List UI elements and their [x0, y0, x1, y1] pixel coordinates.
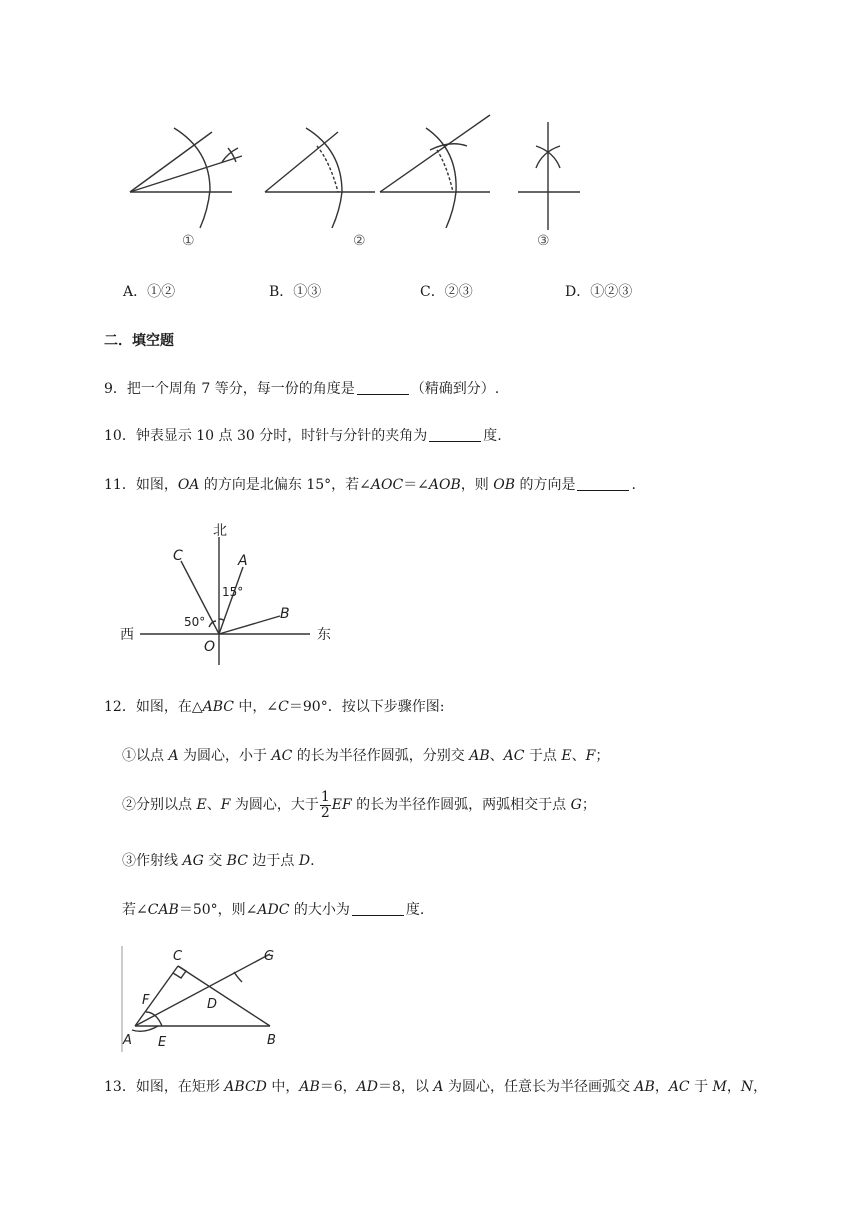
text: 若∠ — [122, 902, 148, 918]
option-c[interactable] — [420, 282, 473, 302]
label-west: 西 — [120, 627, 134, 643]
fig-label-2: ② — [353, 233, 366, 249]
fraction-numerator: 1 — [320, 788, 330, 805]
option-text: ①②③ — [590, 284, 633, 300]
text: 为圆心，小于 — [178, 748, 272, 764]
var: AC — [668, 1079, 690, 1095]
text: 交 — [203, 853, 227, 869]
text: ， — [753, 1079, 768, 1095]
var: C — [278, 699, 289, 715]
text: . — [631, 477, 636, 493]
option-letter: C． — [420, 284, 445, 300]
option-text: ①③ — [293, 284, 322, 300]
fraction-denominator: 2 — [320, 804, 330, 821]
text: ＝8，以 — [378, 1079, 434, 1095]
question-10 — [104, 426, 502, 446]
fig-label-3: ③ — [537, 233, 550, 249]
var: N — [740, 1079, 754, 1095]
text: ； — [581, 797, 596, 813]
question-12-ask — [122, 900, 424, 920]
var: OB — [493, 477, 516, 493]
label-east: 东 — [317, 627, 331, 643]
step-1 — [122, 746, 609, 766]
compass-figure — [110, 515, 350, 665]
text: 中， — [266, 1079, 300, 1095]
text: 如图，在△ — [135, 699, 203, 715]
text: 、 — [489, 748, 504, 764]
label-G: G — [264, 949, 275, 964]
question-text: 钟表显示 10 点 30 分时，时针与分针的夹角为 — [135, 428, 428, 444]
question-11 — [104, 475, 636, 495]
text: 如图，在矩形 — [135, 1079, 225, 1095]
text: . — [310, 853, 315, 869]
var: G — [570, 797, 582, 813]
question-number: 13． — [104, 1079, 136, 1095]
var: ABCD — [224, 1079, 267, 1095]
text: ， — [726, 1079, 741, 1095]
section-title: 二．填空题 — [104, 333, 174, 349]
var: A — [433, 1079, 444, 1095]
step-2 — [122, 788, 596, 822]
var: OA — [177, 477, 200, 493]
text: 于点 — [524, 748, 562, 764]
var: F — [585, 748, 596, 764]
text: 中，∠ — [233, 699, 279, 715]
text: ＝90°．按以下步骤作图: — [288, 699, 445, 715]
var: BC — [226, 853, 248, 869]
question-number: 12． — [104, 699, 136, 715]
question-number: 9． — [104, 381, 127, 397]
text: 的方向是北偏东 15°，若∠ — [199, 477, 371, 493]
text: 、 — [206, 797, 221, 813]
var: EF — [331, 797, 352, 813]
var: AOC — [370, 477, 404, 493]
angle-50: 50° — [184, 615, 206, 629]
var: M — [712, 1079, 727, 1095]
label-north: 北 — [213, 523, 227, 539]
answer-blank[interactable] — [352, 901, 404, 916]
answer-blank[interactable] — [577, 476, 629, 491]
var: CAB — [147, 902, 179, 918]
text: 于 — [689, 1079, 713, 1095]
text: 如图， — [135, 477, 178, 493]
var: A — [168, 748, 179, 764]
label-A: A — [238, 553, 248, 569]
option-letter: A． — [123, 284, 148, 300]
option-letter: B． — [269, 284, 294, 300]
text: 的大小为 — [289, 902, 350, 918]
label-C: C — [173, 548, 183, 564]
option-text: ①② — [147, 284, 176, 300]
label-A: A — [123, 1033, 132, 1048]
option-d[interactable] — [565, 282, 632, 302]
var: AB — [299, 1079, 320, 1095]
answer-blank[interactable] — [357, 380, 409, 395]
step-3 — [122, 851, 315, 871]
question-13 — [104, 1077, 767, 1097]
question-12 — [104, 697, 444, 717]
text: ③作射线 — [122, 853, 183, 869]
var: AB — [469, 748, 490, 764]
label-B: B — [267, 1033, 276, 1048]
question-text: （精确到分）. — [410, 381, 500, 397]
var: AC — [271, 748, 293, 764]
option-letter: D． — [565, 284, 591, 300]
fig-label-1: ① — [182, 233, 195, 249]
var: E — [561, 748, 572, 764]
triangle-figure — [118, 942, 298, 1052]
var: ABC — [202, 699, 234, 715]
question-text: 度. — [483, 428, 502, 444]
label-B: B — [280, 606, 290, 622]
option-b[interactable] — [269, 282, 321, 302]
var: AC — [503, 748, 525, 764]
text: 的长为半径作圆弧，两弧相交于点 — [351, 797, 571, 813]
angle-15: 15° — [222, 585, 244, 599]
text: ， — [654, 1079, 669, 1095]
var: AD — [356, 1079, 379, 1095]
question-text: 把一个周角 7 等分，每一份的角度是 — [126, 381, 355, 397]
var: D — [298, 853, 311, 869]
text: 为圆心，大于 — [230, 797, 319, 813]
text: ； — [595, 748, 610, 764]
label-C: C — [173, 949, 183, 964]
text: ①以点 — [122, 748, 169, 764]
option-a[interactable] — [123, 282, 175, 302]
var: E — [196, 797, 207, 813]
answer-blank[interactable] — [429, 427, 481, 442]
var: AB — [634, 1079, 655, 1095]
option-text: ②③ — [444, 284, 473, 300]
question-9 — [104, 379, 499, 399]
label-E: E — [158, 1035, 167, 1050]
text: 、 — [571, 748, 586, 764]
question-number: 10． — [104, 428, 136, 444]
text: 为圆心，任意长为半径画弧交 — [443, 1079, 635, 1095]
var: AOB — [428, 477, 461, 493]
text: 的长为半径作圆弧，分别交 — [292, 748, 470, 764]
text: 的方向是 — [515, 477, 576, 493]
text: ②分别以点 — [122, 797, 197, 813]
text: 边于点 — [247, 853, 299, 869]
fraction-half — [320, 790, 331, 821]
label-O: O — [204, 639, 216, 655]
label-F: F — [142, 993, 150, 1008]
text: ＝∠ — [403, 477, 429, 493]
text: ＝6， — [319, 1079, 357, 1095]
label-D: D — [207, 997, 218, 1012]
text: ＝50°，则∠ — [178, 902, 258, 918]
var: F — [220, 797, 231, 813]
var: ADC — [257, 902, 290, 918]
text: ，则 — [460, 477, 494, 493]
var: AG — [182, 853, 204, 869]
text: 度. — [405, 902, 425, 918]
question-number: 11． — [104, 477, 136, 493]
